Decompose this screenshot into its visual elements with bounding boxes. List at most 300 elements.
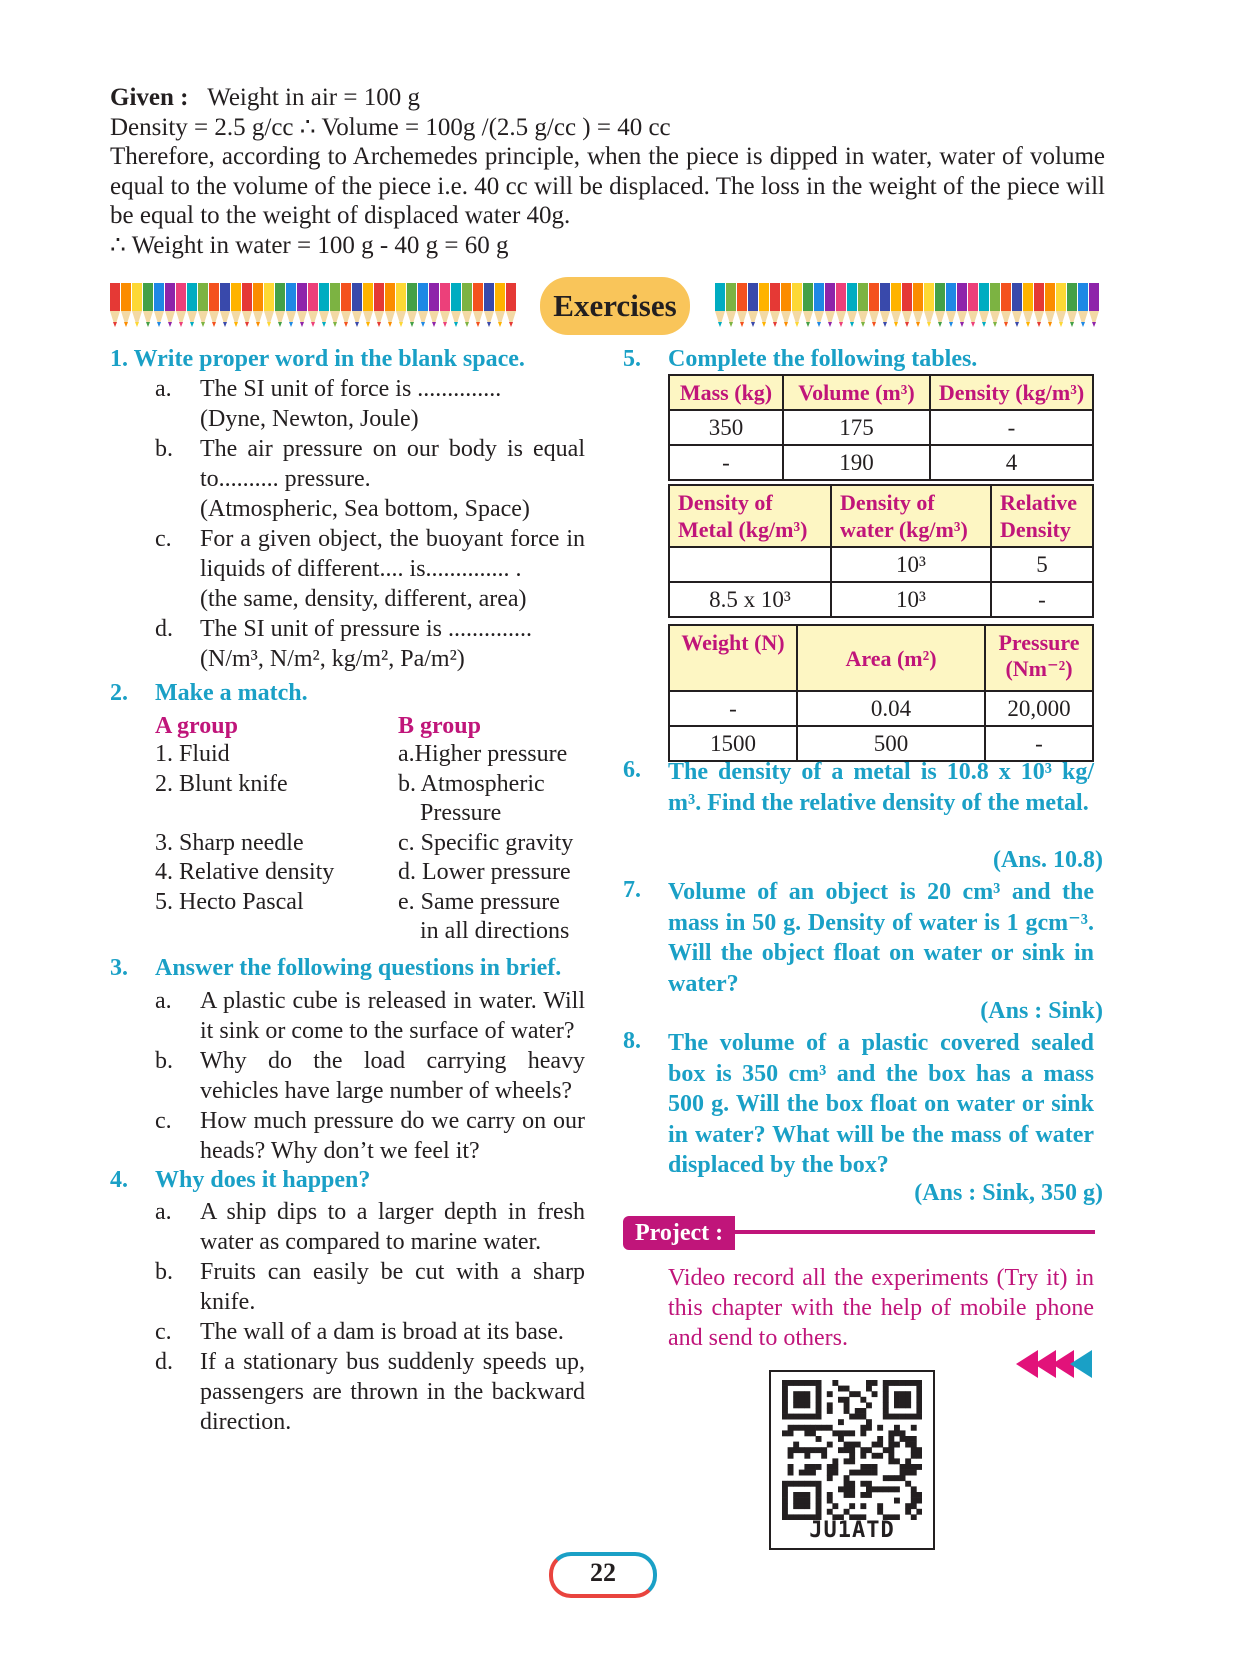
pencil-body: [275, 283, 285, 311]
qr-module: [860, 1408, 866, 1414]
qr-module: [788, 1481, 794, 1487]
a-item: 2. Blunt knife: [155, 770, 288, 797]
qr-module: [872, 1486, 878, 1492]
qr-module: [804, 1414, 810, 1420]
b-item: Pressure: [420, 800, 502, 826]
qr-module: [810, 1380, 816, 1386]
qr-module: [872, 1470, 878, 1476]
q1-heading: 1. Write proper word in the blank space.: [110, 346, 525, 372]
pencil-body: [209, 283, 219, 311]
qr-module: [799, 1425, 805, 1431]
table-header: Relative Density: [991, 485, 1093, 547]
qr-module: [816, 1503, 822, 1509]
qr-module: [905, 1458, 911, 1464]
qr-module: [816, 1402, 822, 1408]
qr-module: [838, 1486, 844, 1492]
qr-module: [900, 1397, 906, 1403]
qr-module: [849, 1481, 855, 1487]
qr-module: [804, 1397, 810, 1403]
pencil-body: [924, 283, 934, 311]
pencil-body: [352, 283, 362, 311]
pencil-body: [418, 283, 428, 311]
qr-module: [916, 1397, 922, 1403]
pencil-body: [473, 283, 483, 311]
qr-module: [838, 1430, 844, 1436]
pencil-body: [814, 283, 824, 311]
qr-module: [916, 1402, 922, 1408]
pencil-body: [869, 283, 879, 311]
pencil-body: [1056, 283, 1066, 311]
qr-module: [872, 1380, 878, 1386]
pencil-body: [770, 283, 780, 311]
qr-module: [810, 1425, 816, 1431]
qr-module: [782, 1492, 788, 1498]
given-line: Weight in air = 100 g: [207, 84, 420, 111]
pencil-body: [165, 283, 175, 311]
pencil-body: [396, 283, 406, 311]
qr-module: [855, 1442, 861, 1448]
qr-module: [810, 1481, 816, 1487]
a-item: 1. Fluid: [155, 741, 230, 767]
b-group-list: [398, 740, 598, 947]
pencil-body: [176, 283, 186, 311]
pencil-body: [330, 283, 340, 311]
table-header-row: [669, 625, 1093, 691]
qr-module: [827, 1492, 833, 1498]
qr-module: [911, 1442, 917, 1448]
qr-module: [827, 1391, 833, 1397]
qr-module: [804, 1470, 810, 1476]
qr-module: [905, 1414, 911, 1420]
qr-module: [799, 1498, 805, 1504]
q6-answer: (Ans. 10.8): [992, 847, 1103, 873]
density-line: Density = 2.5 g/cc ∴ Volume = 100g /(2.5 g/cc ) = 40 cc: [110, 113, 671, 141]
qr-module: [816, 1492, 822, 1498]
qr-module: [849, 1447, 855, 1453]
a-group-list: [155, 740, 385, 917]
b-item: e. Same pressure: [398, 888, 560, 915]
qr-module: [804, 1402, 810, 1408]
qr-module: [905, 1397, 911, 1403]
pencil-body: [979, 283, 989, 311]
pencil-body: [1034, 283, 1044, 311]
qr-module: [804, 1380, 810, 1386]
project-label: Project :: [623, 1216, 735, 1250]
qr-module: [894, 1475, 900, 1481]
qr-module: [838, 1419, 844, 1425]
pencil-body: [957, 283, 967, 311]
qr-module: [916, 1447, 922, 1453]
qr-module: [866, 1447, 872, 1453]
qr-module: [905, 1436, 911, 1442]
pencil-body: [1078, 283, 1088, 311]
project-text: Video record all the experiments (Try it) in this chapter with the help of mobile phone and send to others.: [668, 1265, 1094, 1351]
pencil-body: [385, 283, 395, 311]
qr-module: [849, 1486, 855, 1492]
q2-heading: Make a match.: [155, 680, 308, 706]
qr-module: [872, 1391, 878, 1397]
qr-module: [883, 1414, 889, 1420]
qr-module: [832, 1503, 838, 1509]
qr-module: [860, 1430, 866, 1436]
qr-module: [900, 1436, 906, 1442]
qr-module: [911, 1470, 917, 1476]
qr-module: [793, 1425, 799, 1431]
qr-module: [888, 1453, 894, 1459]
qr-module: [872, 1464, 878, 1470]
qr-module: [838, 1386, 844, 1392]
result-line: ∴ Weight in water = 100 g - 40 g = 60 g: [110, 231, 509, 259]
qr-module: [793, 1447, 799, 1453]
qr-module: [866, 1481, 872, 1487]
qr-module: [900, 1380, 906, 1386]
qr-module: [855, 1408, 861, 1414]
qr-module: [782, 1481, 788, 1487]
pencil-body: [1067, 283, 1077, 311]
qr-module: [816, 1397, 822, 1403]
pencil-body: [363, 283, 373, 311]
qr-module: [844, 1430, 850, 1436]
qr-module: [844, 1475, 850, 1481]
qr-code-text: JU1ATD: [809, 1518, 895, 1543]
qr-module: [866, 1386, 872, 1392]
qr-module: [894, 1391, 900, 1397]
project-bar: [623, 1216, 1095, 1250]
qr-module: [827, 1402, 833, 1408]
qr-module: [894, 1458, 900, 1464]
qr-module: [866, 1464, 872, 1470]
qr-module: [838, 1436, 844, 1442]
qr-module: [838, 1447, 844, 1453]
qr-module: [782, 1498, 788, 1504]
q3-heading: Answer the following questions in brief.: [155, 955, 562, 981]
qr-module: [782, 1486, 788, 1492]
qr-module: [916, 1380, 922, 1386]
qr-module: [849, 1458, 855, 1464]
pencil-body: [198, 283, 208, 311]
qr-module: [827, 1470, 833, 1476]
qr-module: [905, 1380, 911, 1386]
qr-module: [816, 1391, 822, 1397]
pencil-body: [253, 283, 263, 311]
qr-module: [894, 1397, 900, 1403]
qr-module: [860, 1481, 866, 1487]
qr-code-icon: [782, 1380, 922, 1520]
qr-module: [804, 1498, 810, 1504]
qr-module: [888, 1442, 894, 1448]
qr-module: [916, 1464, 922, 1470]
table-mass-volume: [668, 374, 1094, 481]
qr-module: [883, 1391, 889, 1397]
pencil-body: [462, 283, 472, 311]
qr-module: [900, 1402, 906, 1408]
qr-module: [911, 1447, 917, 1453]
qr-module: [799, 1503, 805, 1509]
pencil-body: [407, 283, 417, 311]
qr-module: [816, 1498, 822, 1504]
qr-module: [900, 1464, 906, 1470]
qr-module: [860, 1425, 866, 1431]
given-label: Given :: [110, 84, 189, 111]
q8-answer: (Ans : Sink, 350 g): [914, 1180, 1103, 1206]
qr-module: [905, 1402, 911, 1408]
qr-module: [849, 1470, 855, 1476]
qr-module: [849, 1414, 855, 1420]
q7-number: 7.: [623, 877, 641, 903]
table-row: 8.5 x 10³ 10³ -: [669, 582, 1093, 617]
qr-module: [804, 1430, 810, 1436]
pencil-body: [143, 283, 153, 311]
qr-module: [827, 1475, 833, 1481]
qr-module: [782, 1430, 788, 1436]
table-pressure: [668, 624, 1094, 762]
b-item: a.Higher pressure: [398, 741, 568, 767]
qr-module: [799, 1397, 805, 1403]
qr-module: [816, 1447, 822, 1453]
q7-text: Volume of an object is 20 cm³ and the mass in 50 g. Density of water is 1 gcm⁻³. Will the object float on water or sink in water?: [668, 879, 1094, 997]
qr-module: [911, 1498, 917, 1504]
qr-module: [799, 1492, 805, 1498]
qr-module: [810, 1464, 816, 1470]
q6-number: 6.: [623, 757, 641, 783]
table-header: Weight (N): [669, 625, 797, 691]
qr-module: [799, 1447, 805, 1453]
intro-section: [110, 83, 1105, 260]
pencil-body: [935, 283, 945, 311]
pencil-body: [308, 283, 318, 311]
qr-module: [888, 1414, 894, 1420]
qr-module: [827, 1509, 833, 1515]
qr-module: [844, 1402, 850, 1408]
pencil-body: [891, 283, 901, 311]
qr-module: [793, 1397, 799, 1403]
qr-module: [832, 1380, 838, 1386]
pencil-body: [440, 283, 450, 311]
qr-module: [916, 1492, 922, 1498]
qr-module: [782, 1380, 788, 1386]
qr-module: [888, 1486, 894, 1492]
qr-module: [900, 1470, 906, 1476]
qr-module: [793, 1391, 799, 1397]
explanation: Therefore, according to Archemedes principle, when the piece is dipped in water, water of volume equal to the volume of the piece i.e. 40 cc will be displaced. The loss in the weight of the piece will be equal to the weight of displaced water 40g.: [110, 143, 1105, 229]
pencil-body: [902, 283, 912, 311]
pencil-body: [803, 283, 813, 311]
qr-module: [844, 1447, 850, 1453]
q5-number: 5.: [623, 346, 641, 372]
pencil-body: [781, 283, 791, 311]
table-header: Volume (m³): [783, 375, 930, 410]
qr-module: [804, 1453, 810, 1459]
table-row: 1500 500 -: [669, 726, 1093, 761]
table-header-row: [669, 375, 1093, 410]
q4-number: 4.: [110, 1167, 128, 1193]
qr-module: [872, 1442, 878, 1448]
pencil-body: [187, 283, 197, 311]
qr-module: [793, 1442, 799, 1448]
exercises-title: Exercises: [553, 288, 677, 323]
qr-module: [799, 1481, 805, 1487]
table-row: 350 175 -: [669, 410, 1093, 445]
qr-module: [832, 1430, 838, 1436]
qr-module: [821, 1453, 827, 1459]
qr-module: [911, 1414, 917, 1420]
qr-module: [816, 1509, 822, 1515]
q2-number: 2.: [110, 680, 128, 706]
qr-module: [832, 1458, 838, 1464]
table-header: Density (kg/m³): [930, 375, 1093, 410]
qr-module: [782, 1503, 788, 1509]
qr-module: [844, 1492, 850, 1498]
qr-module: [905, 1464, 911, 1470]
qr-module: [883, 1486, 889, 1492]
qr-module: [827, 1464, 833, 1470]
qr-module: [788, 1447, 794, 1453]
qr-module: [793, 1481, 799, 1487]
b-item: d. Lower pressure: [398, 859, 571, 885]
qr-module: [916, 1453, 922, 1459]
pencil-body: [484, 283, 494, 311]
qr-module: [894, 1430, 900, 1436]
qr-module: [866, 1419, 872, 1425]
qr-module: [894, 1380, 900, 1386]
qr-module: [844, 1486, 850, 1492]
qr-module: [804, 1425, 810, 1431]
pencil-body: [242, 283, 252, 311]
qr-module: [788, 1464, 794, 1470]
qr-module: [888, 1458, 894, 1464]
qr-module: [793, 1503, 799, 1509]
qr-module: [888, 1447, 894, 1453]
pencil-body: [737, 283, 747, 311]
a-item: 5. Hecto Pascal: [155, 888, 304, 915]
qr-module: [788, 1380, 794, 1386]
table-row: - 0.04 20,000: [669, 691, 1093, 726]
qr-module: [883, 1380, 889, 1386]
qr-module: [883, 1386, 889, 1392]
exercises-title-pill: [540, 277, 690, 335]
qr-module: [905, 1481, 911, 1487]
qr-module: [866, 1486, 872, 1492]
page-number: 22: [590, 1558, 616, 1587]
table-header-row: [669, 485, 1093, 547]
pencil-body: [1012, 283, 1022, 311]
pencil-body: [836, 283, 846, 311]
qr-module: [799, 1414, 805, 1420]
qr-module: [788, 1430, 794, 1436]
qr-module: [911, 1425, 917, 1431]
pencil-body: [220, 283, 230, 311]
qr-module: [877, 1503, 883, 1509]
qr-module: [911, 1464, 917, 1470]
exercises-banner: [110, 281, 1105, 331]
qr-module: [894, 1442, 900, 1448]
pencil-body: [374, 283, 384, 311]
q6-text: The density of a metal is 10.8 x 10³ kg/ m³. Find the relative density of the metal.: [668, 759, 1094, 816]
qr-module: [832, 1470, 838, 1476]
qr-module: [844, 1509, 850, 1515]
qr-module: [894, 1402, 900, 1408]
q4-heading: Why does it happen?: [155, 1167, 371, 1193]
pencil-body: [121, 283, 131, 311]
qr-module: [816, 1481, 822, 1487]
page-number-badge: [549, 1552, 655, 1596]
table-row: 10³ 5: [669, 547, 1093, 582]
b-item: b. Atmospheric: [398, 770, 545, 797]
qr-module: [877, 1453, 883, 1459]
qr-module: [888, 1430, 894, 1436]
pencil-body: [748, 283, 758, 311]
qr-module: [810, 1430, 816, 1436]
table-header: Area (m²): [797, 625, 985, 691]
qr-module: [883, 1408, 889, 1414]
qr-module: [866, 1402, 872, 1408]
pencil-body: [132, 283, 142, 311]
qr-module: [916, 1498, 922, 1504]
qr-module: [827, 1408, 833, 1414]
pencil-body: [726, 283, 736, 311]
qr-module: [905, 1470, 911, 1476]
qr-module: [866, 1380, 872, 1386]
pencil-body: [341, 283, 351, 311]
qr-module: [844, 1458, 850, 1464]
qr-module: [788, 1425, 794, 1431]
qr-module: [916, 1509, 922, 1515]
qr-module: [799, 1380, 805, 1386]
qr-module: [849, 1430, 855, 1436]
table-relative-density: [668, 484, 1094, 618]
qr-module: [788, 1470, 794, 1476]
qr-module: [905, 1503, 911, 1509]
qr-code-box: [769, 1370, 935, 1550]
qr-module: [911, 1436, 917, 1442]
qr-module: [816, 1414, 822, 1420]
qr-module: [849, 1492, 855, 1498]
qr-module: [782, 1408, 788, 1414]
qr-module: [888, 1436, 894, 1442]
qr-module: [816, 1408, 822, 1414]
qr-module: [844, 1442, 850, 1448]
pencil-body: [759, 283, 769, 311]
pencil-body: [264, 283, 274, 311]
qr-module: [866, 1492, 872, 1498]
qr-module: [860, 1453, 866, 1459]
qr-module: [799, 1402, 805, 1408]
qr-module: [855, 1470, 861, 1476]
qr-module: [788, 1453, 794, 1459]
qr-module: [821, 1447, 827, 1453]
qr-module: [810, 1447, 816, 1453]
qr-module: [860, 1470, 866, 1476]
a-item: 3. Sharp needle: [155, 829, 304, 856]
qr-module: [900, 1414, 906, 1420]
pencil-body: [858, 283, 868, 311]
b-item: c. Specific gravity: [398, 829, 574, 856]
qr-module: [816, 1380, 822, 1386]
qr-module: [900, 1391, 906, 1397]
qr-module: [866, 1425, 872, 1431]
qr-module: [821, 1425, 827, 1431]
pencil-body: [968, 283, 978, 311]
qr-module: [905, 1391, 911, 1397]
qr-module: [860, 1492, 866, 1498]
qr-module: [816, 1464, 822, 1470]
b-item: in all directions: [420, 918, 570, 944]
qr-module: [916, 1414, 922, 1420]
pencil-body: [792, 283, 802, 311]
qr-module: [894, 1414, 900, 1420]
qr-module: [804, 1492, 810, 1498]
qr-module: [877, 1486, 883, 1492]
